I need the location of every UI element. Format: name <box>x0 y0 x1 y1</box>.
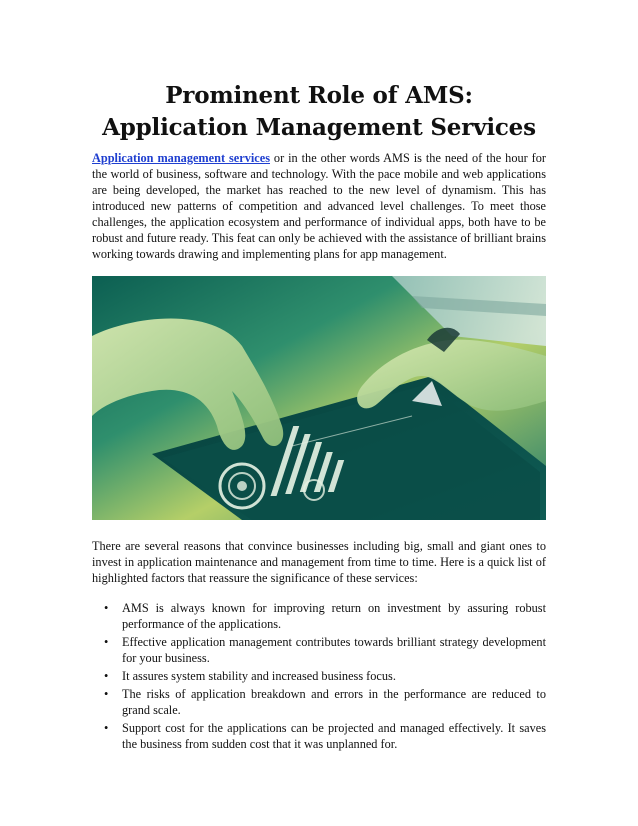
list-item <box>92 668 546 684</box>
ams-link[interactable]: Application management services <box>92 151 270 165</box>
document-page <box>92 0 546 754</box>
reasons-paragraph: There are several reasons that convince businesses including big, small and giant ones to invest in application maintenance and management from time to time. Here is a quick list of highlighted factors that reassure the significance of these services: <box>92 539 546 585</box>
list-item-text: The risks of application breakdown and errors in the performance are reduced to grand scale. <box>122 687 546 717</box>
intro-paragraph <box>92 150 546 262</box>
list-item <box>92 720 546 752</box>
list-item-text: Effective application management contributes towards brilliant strategy development for your business. <box>122 635 546 665</box>
list-item <box>92 600 546 632</box>
list-item <box>92 634 546 666</box>
list-item-text: It assures system stability and increased business focus. <box>122 669 396 683</box>
title-line-1: Prominent Role of AMS: <box>165 82 473 109</box>
intro-text: or in the other words AMS is the need of the hour for the world of business, software and technology. With the pace mobile and web applications are being developed, the market has reached to the new level of dynamism. This has introduced new patterns of competition and advanced level challenges. To meet those challenges, the application ecosystem and performance of individual apps, both have to be robust and future ready. This feat can only be achieved with the assistance of brilliant brains working towards drawing and implementing plans for app management. <box>92 151 546 261</box>
bullet-icon: • <box>104 721 109 735</box>
hero-image <box>92 276 546 520</box>
hands-tablet-illustration <box>92 276 546 520</box>
bullet-icon: • <box>104 687 109 701</box>
list-item-text: Support cost for the applications can be projected and managed effectively. It saves the business from sudden cost that it was unplanned for. <box>122 721 546 751</box>
page-title <box>92 80 546 144</box>
list-item <box>92 686 546 718</box>
bullet-icon: • <box>104 669 109 683</box>
factors-list <box>92 600 546 752</box>
bullet-icon: • <box>104 601 109 615</box>
title-line-2: Application Management Services <box>102 114 536 141</box>
list-item-text: AMS is always known for improving return on investment by assuring robust performance of the applications. <box>122 601 546 631</box>
bullet-icon: • <box>104 635 109 649</box>
